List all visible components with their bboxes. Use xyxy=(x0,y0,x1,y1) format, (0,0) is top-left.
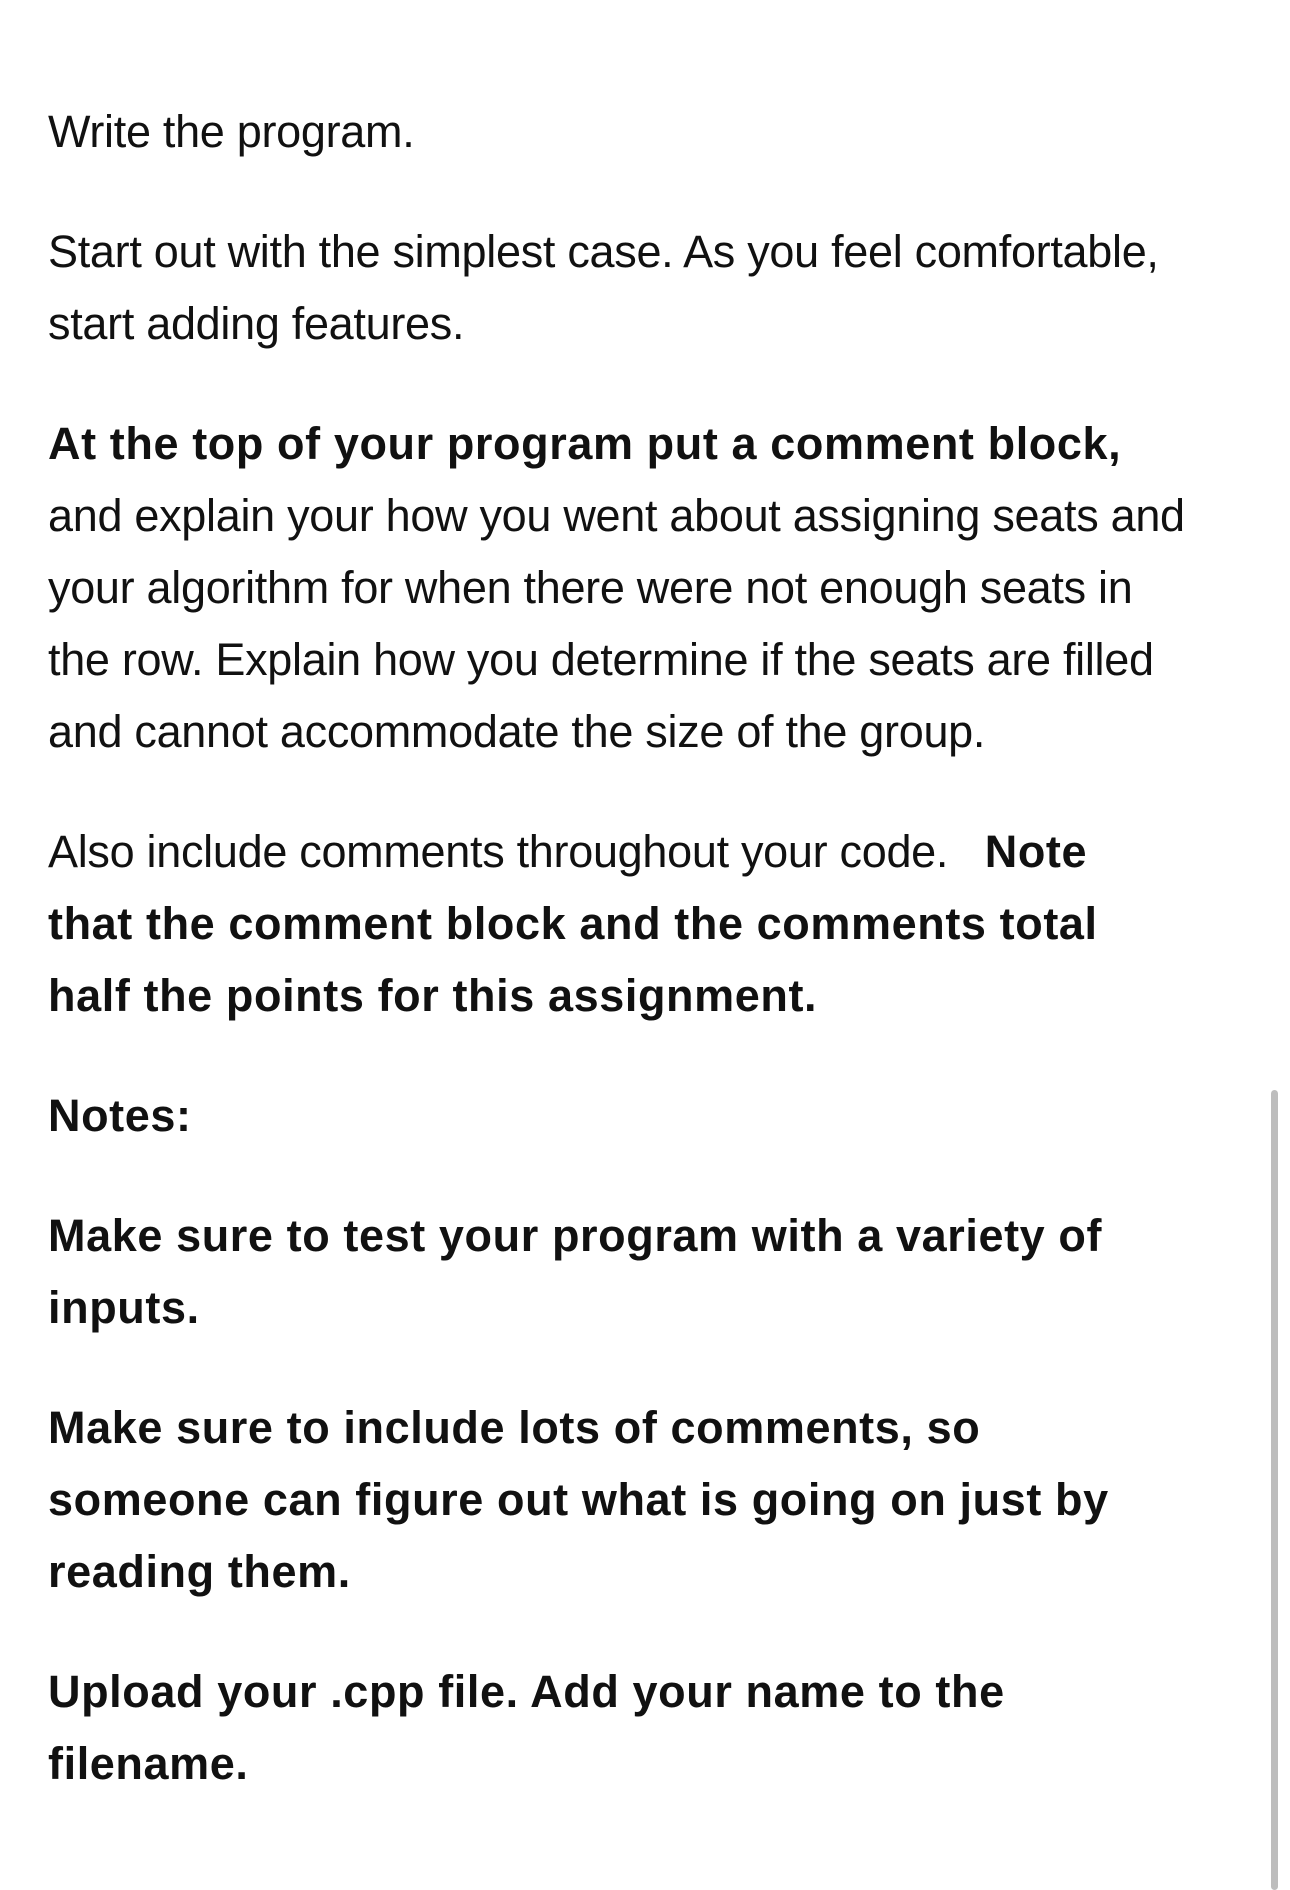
bold-text-line: half the points for this assignment. xyxy=(48,970,818,1021)
assignment-instructions xyxy=(48,96,1258,1848)
text-segment: Also include comments throughout your code. xyxy=(48,826,985,877)
bold-text-line: that the comment block and the comments total xyxy=(48,898,1098,949)
bold-text-segment: Note xyxy=(984,826,1088,877)
text-line: the row. Explain how you determine if the seats are filled xyxy=(48,634,1154,685)
bold-text-line: filename. xyxy=(48,1738,249,1789)
bold-text-line: Make sure to test your program with a variety of xyxy=(48,1210,1103,1261)
text-line: and cannot accommodate the size of the group. xyxy=(48,706,986,757)
bold-text-line: Make sure to include lots of comments, so xyxy=(48,1402,981,1453)
bold-text-line: inputs. xyxy=(48,1282,200,1333)
text-line: Write the program. xyxy=(48,106,415,157)
paragraph-write-program xyxy=(48,96,1258,168)
text-line: and explain your how you went about assigning seats and xyxy=(48,490,1185,541)
bold-text-line: Upload your .cpp file. Add your name to the xyxy=(48,1666,1005,1717)
paragraph-include-comments xyxy=(48,816,1258,1032)
text-line: start adding features. xyxy=(48,298,465,349)
paragraph-start-out xyxy=(48,216,1258,360)
vertical-scrollbar[interactable] xyxy=(1271,1090,1278,1890)
paragraph-notes-heading xyxy=(48,1080,1258,1152)
notes-heading: Notes: xyxy=(48,1090,192,1141)
paragraph-upload xyxy=(48,1656,1258,1800)
bold-text-line: reading them. xyxy=(48,1546,351,1597)
bold-text-line: At the top of your program put a comment block, xyxy=(48,418,1122,469)
text-line: your algorithm for when there were not enough seats in xyxy=(48,562,1133,613)
text-line: Start out with the simplest case. As you feel comfortable, xyxy=(48,226,1159,277)
bold-text-line: someone can figure out what is going on just by xyxy=(48,1474,1109,1525)
paragraph-comment-block xyxy=(48,408,1258,768)
paragraph-test-program xyxy=(48,1200,1258,1344)
paragraph-lots-of-comments xyxy=(48,1392,1258,1608)
text-line-mixed xyxy=(48,816,1258,888)
